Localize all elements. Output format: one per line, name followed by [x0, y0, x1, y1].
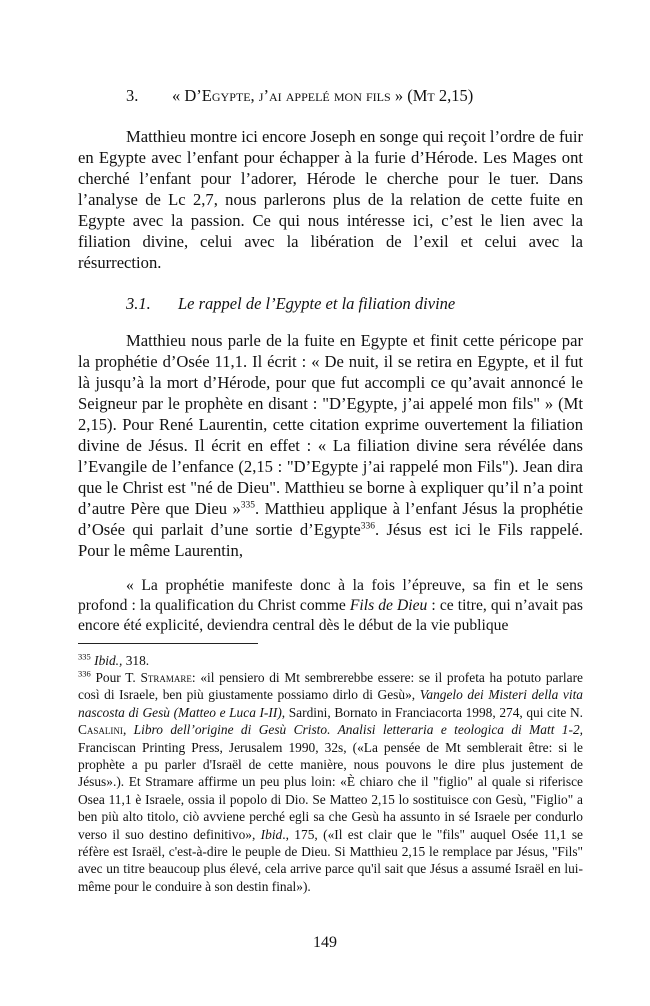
quote-text-1: « La prophétie manifeste donc à la fois l’épreuve, sa fin et le sens profond : la qualification du Christ comme — [78, 577, 583, 614]
paragraph-2-text-1: Matthieu nous parle de la fuite en Egypte et finit cette péricope par la prophétie d’Osée 11,1. Il écrit : « De nuit, il se retira en Egypte, et il fut là jusqu’à la mort d’Hérode, pour que fut accompli ce qu’avait annoncé le Seigneur par le prophète en disant : "D’Egypte, j’ai appelé mon fils" » (Mt 2,15). Pour René Laurentin, cette citation exprime ouvertement la filiation divine de Jésus. Il écrit en effet : « La filiation divine sera révélée dans l’Evangile de l’enfance (2,15 : "D’Egypte j’ai rappelé mon Fils"). Jean dira que le Christ est "né de Dieu". Matthieu se borne à expliquer qu’il n’a point d’autre Père que Dieu » — [78, 331, 583, 518]
footnote-text: , — [122, 722, 134, 738]
footnote-number: 336 — [78, 668, 91, 679]
footnote-ref-336[interactable]: 336 — [360, 521, 375, 532]
footnote-separator — [78, 643, 258, 644]
paragraph-2-text-3: . Jésus est ici le Fils rappelé. Pour le même Laurentin, — [78, 520, 584, 560]
footnote-ref-335[interactable]: 335 — [240, 500, 256, 511]
quote-italic: Fils de Dieu — [349, 597, 428, 614]
footnote-text: , Sardini, Bornato in Franciacorta 1998, 274, qui cite N. — [281, 704, 583, 720]
section-heading — [126, 86, 473, 106]
section-title-ref: 2,15) — [434, 86, 474, 105]
subsection-heading — [126, 294, 455, 314]
footnote-336 — [78, 669, 583, 895]
footnote-text: ., 175, («Il est clair que le "fils" auquel Osée 11,1 se réfère est Israël, c'est-à-dire le peuple de Dieu. Si Matthieu 2,15 le remplace par Jésus, "Fils" avec un titre beaucoup plus élevé, cela arrive parce qu'il sait que Jésus a assumé Israël en lui-même pour le conduire à son destin final»). — [78, 826, 583, 894]
footnote-number: 335 — [78, 651, 91, 662]
section-title-smallcaps: Egypte, j’ai appelé mon fils — [201, 86, 391, 105]
footnote-text: : «il pensiero di Mt sembrerebbe essere: se il profeta ha potuto parlare così di Israele, ben più giustamente possiamo dirlo di Gesù», — [78, 670, 583, 703]
footnote-text: Franciscan Printing Press, Jerusalem 1990, 32s, («La pensée de Mt semblerait être: si le prophète a pu parler d'Israël de cette manière, nous pouvons le dire plus justement de Jésus».). Et Stramare affirme un peu plus loin: «È chiaro che il "figlio" al quale si riferisce Osea 11,1 è Israele, ossia il popolo di Dio. Se Matteo 2,15 lo sostituisce con Gesù, "Figlio" a ben più alto titolo, ciò avviene perché egli sa che Gesù ha assunto in sé Israele per condurlo verso il suo destino definitivo», — [78, 739, 583, 842]
subsection-number: 3.1. — [126, 294, 151, 313]
footnote-italic: Ibid., — [94, 653, 123, 668]
author-name-stramare: Stramare — [140, 670, 192, 685]
paragraph-1: Matthieu montre ici encore Joseph en songe qui reçoit l’ordre de fuir en Egypte avec l’enfant pour échapper à la furie d’Hérode. Les Mages ont cherché l’enfant pour l’adorer, Hérode le cherche pour le tuer. Dans l’analyse de Lc 2,7, nous parlerons plus de la relation de cette fuite en Egypte avec la passion. Ce qui nous intéresse ici, c’est le lien avec la filiation divine, celui avec la libération de l’exil et celui avec la résurrection. — [78, 127, 583, 272]
book-title-libro: Libro dell’origine di Gesù Cristo. Analisi letteraria e teologica di Matt 1-2, — [133, 722, 584, 738]
subsection-title: Le rappel de l’Egypte et la filiation divine — [178, 294, 456, 313]
footnote-335 — [78, 652, 583, 669]
page-number: 149 — [313, 934, 337, 951]
book-title-vangelo: Vangelo dei Misteri della vita nascosta di Gesù (Matteo e Luca I-II) — [78, 687, 583, 720]
section-title-ref-book: Mt — [412, 86, 435, 105]
block-quote — [78, 576, 583, 636]
footnote-text: Pour T. — [90, 670, 141, 685]
author-name-casalini: Casalini — [78, 722, 123, 738]
quote-text-2: : ce titre, qui n’avait pas encore été explicité, deviendra central dès le début de la vie publique — [78, 597, 583, 634]
paragraph-2 — [78, 330, 583, 561]
section-title-mid: » ( — [390, 86, 413, 105]
section-number: 3. — [126, 86, 139, 105]
section-title-prefix: « D’ — [172, 86, 202, 105]
paragraph-2-text-2: . Matthieu applique à l’enfant Jésus la prophétie d’Osée qui parlait d’une sortie d’Egypte — [78, 499, 583, 539]
ibid-italic: Ibid — [260, 826, 283, 842]
footnote-text: 318. — [122, 653, 150, 668]
